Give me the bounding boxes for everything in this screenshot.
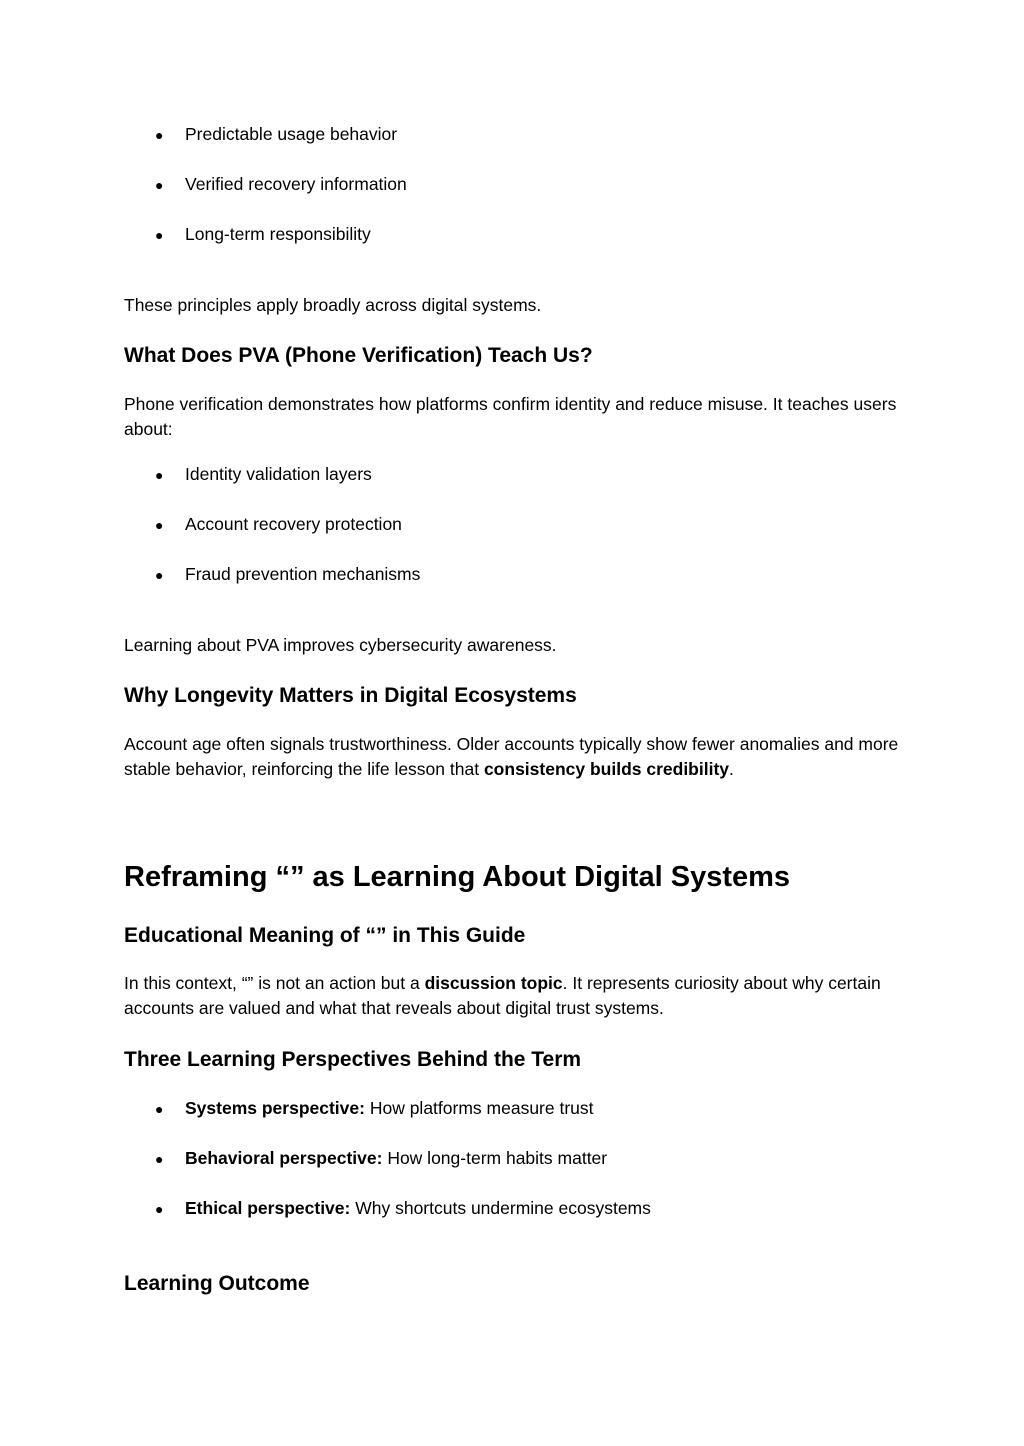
paragraph-pva-awareness: Learning about PVA improves cybersecurity awareness. [124, 635, 557, 655]
list-item [155, 222, 371, 246]
heading-reframing: Reframing “” as Learning About Digital Systems [124, 861, 791, 893]
list-item-label: Systems perspective: [185, 1098, 365, 1118]
list-item [155, 1146, 607, 1170]
bullet-icon: ● [155, 467, 164, 483]
list-item-text: Identity validation layers [185, 464, 372, 484]
list-item-text: Why shortcuts undermine ecosystems [350, 1198, 651, 1218]
list-item-text: Long-term responsibility [185, 224, 371, 244]
paragraph-text: In this context, “” is not an action but a [124, 973, 425, 993]
heading-pva: What Does PVA (Phone Verification) Teach Us? [124, 344, 593, 367]
list-item [155, 462, 372, 486]
list-item [155, 1196, 651, 1220]
list-item [155, 562, 420, 586]
paragraph-text: . It represents curiosity about why certain accounts are valued and what that reveals about digital trust systems. [124, 973, 881, 1018]
bullet-icon: ● [155, 177, 164, 193]
emphasis-text: discussion topic [424, 973, 563, 993]
list-item-label: Ethical perspective: [185, 1198, 351, 1218]
paragraph-principles: These principles apply broadly across digital systems. [124, 295, 542, 315]
paragraph-text: Account age often signals trustworthiness. Older accounts typically show fewer anomalies and more stable behavior, reinforcing the life lesson that [124, 734, 899, 779]
bullet-icon: ● [155, 517, 164, 533]
list-item-text: Predictable usage behavior [185, 124, 398, 144]
list-item-text: How long-term habits matter [382, 1148, 608, 1168]
bullet-icon: ● [155, 1101, 164, 1117]
bullet-icon: ● [155, 127, 164, 143]
bullet-icon: ● [155, 1201, 164, 1217]
emphasis-text: consistency builds credibility [483, 759, 730, 779]
list-item-text: Account recovery protection [185, 514, 402, 534]
heading-learning-outcome: Learning Outcome [124, 1272, 310, 1295]
bullet-icon: ● [155, 227, 164, 243]
heading-three-perspectives: Three Learning Perspectives Behind the Term [124, 1048, 582, 1071]
heading-longevity: Why Longevity Matters in Digital Ecosystems [124, 684, 577, 707]
list-item [155, 512, 402, 536]
heading-educational: Educational Meaning of “” in This Guide [124, 924, 526, 947]
paragraph-text: . [729, 759, 734, 779]
paragraph-pva: Phone verification demonstrates how platforms confirm identity and reduce misuse. It teaches users about: [124, 394, 897, 439]
paragraph-longevity [124, 732, 904, 782]
list-item-text: How platforms measure trust [364, 1098, 594, 1118]
paragraph-educational [124, 971, 904, 1021]
list-item-label: Behavioral perspective: [185, 1148, 383, 1168]
list-item [155, 122, 397, 146]
bullet-icon: ● [155, 567, 164, 583]
list-item-text: Fraud prevention mechanisms [185, 564, 421, 584]
list-item-text: Verified recovery information [185, 174, 407, 194]
list-item [155, 172, 407, 196]
bullet-icon: ● [155, 1151, 164, 1167]
list-item [155, 1096, 594, 1120]
